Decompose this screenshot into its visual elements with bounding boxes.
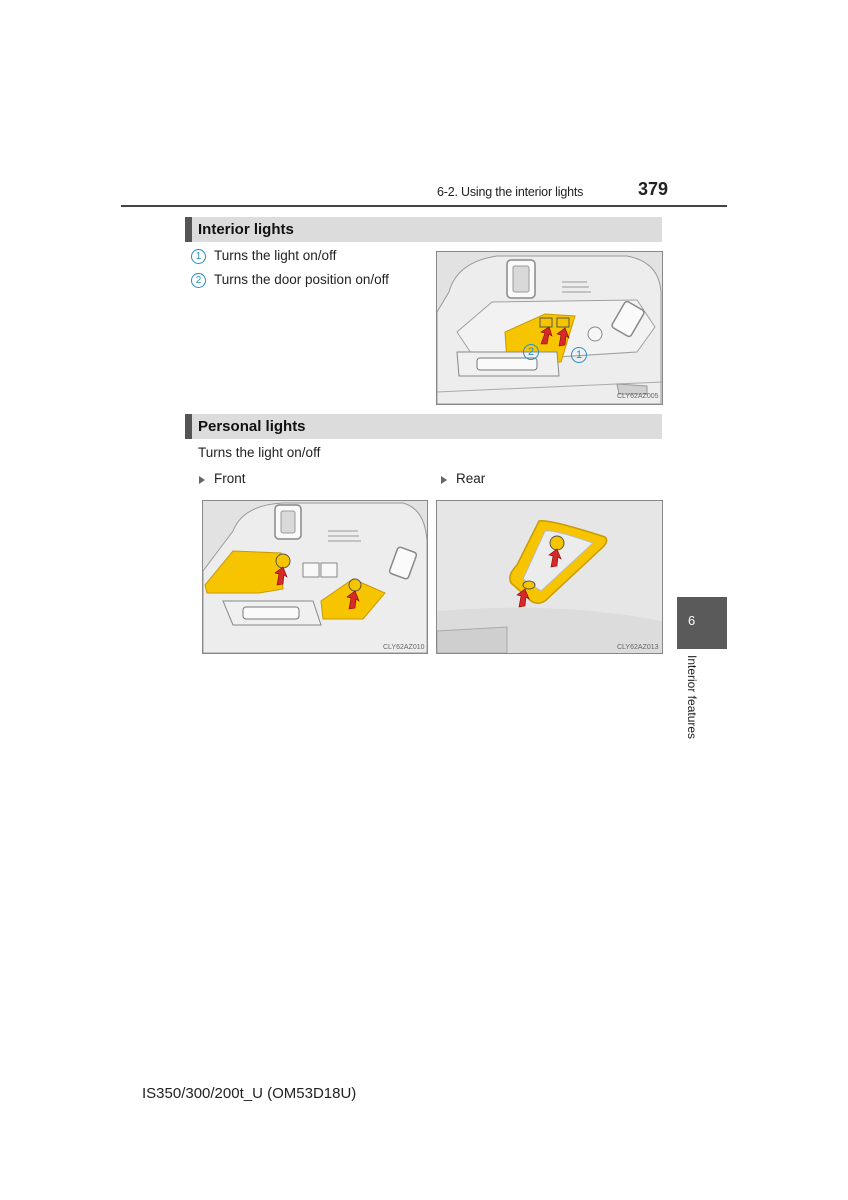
item-marker-1: 1	[191, 249, 206, 264]
footer-model: IS350/300/200t_U (OM53D18U)	[142, 1085, 357, 1102]
front-console-illustration	[203, 501, 427, 653]
item-text-2: Turns the door position on/off	[214, 272, 389, 287]
running-head: 6-2. Using the interior lights	[437, 185, 584, 199]
callout-2: 2	[523, 344, 539, 360]
callout-1: 1	[571, 347, 587, 363]
rear-light-illustration	[437, 501, 662, 653]
triangle-bullet-icon	[199, 476, 205, 484]
label-front: Front	[214, 471, 246, 486]
item-marker-2: 2	[191, 273, 206, 288]
figure-code: CLY62AZ005	[617, 393, 659, 400]
chapter-tab: 6	[677, 597, 727, 649]
section-heading-personal-lights: Personal lights	[185, 414, 662, 439]
personal-lights-intro: Turns the light on/off	[198, 445, 321, 460]
page-number: 379	[638, 179, 669, 199]
header-rule	[121, 205, 727, 207]
figure-front-personal-lights	[202, 500, 428, 654]
chapter-label: Interior features	[685, 655, 699, 740]
item-text-1: Turns the light on/off	[214, 248, 337, 263]
triangle-bullet-icon	[441, 476, 447, 484]
label-rear: Rear	[456, 471, 486, 486]
figure-code: CLY62AZ013	[617, 644, 659, 651]
figure-interior-lights	[436, 251, 663, 405]
figure-code: CLY62AZ010	[383, 644, 425, 651]
figure-rear-personal-lights	[436, 500, 663, 654]
section-heading-interior-lights: Interior lights	[185, 217, 662, 242]
overhead-console-illustration	[437, 252, 662, 404]
